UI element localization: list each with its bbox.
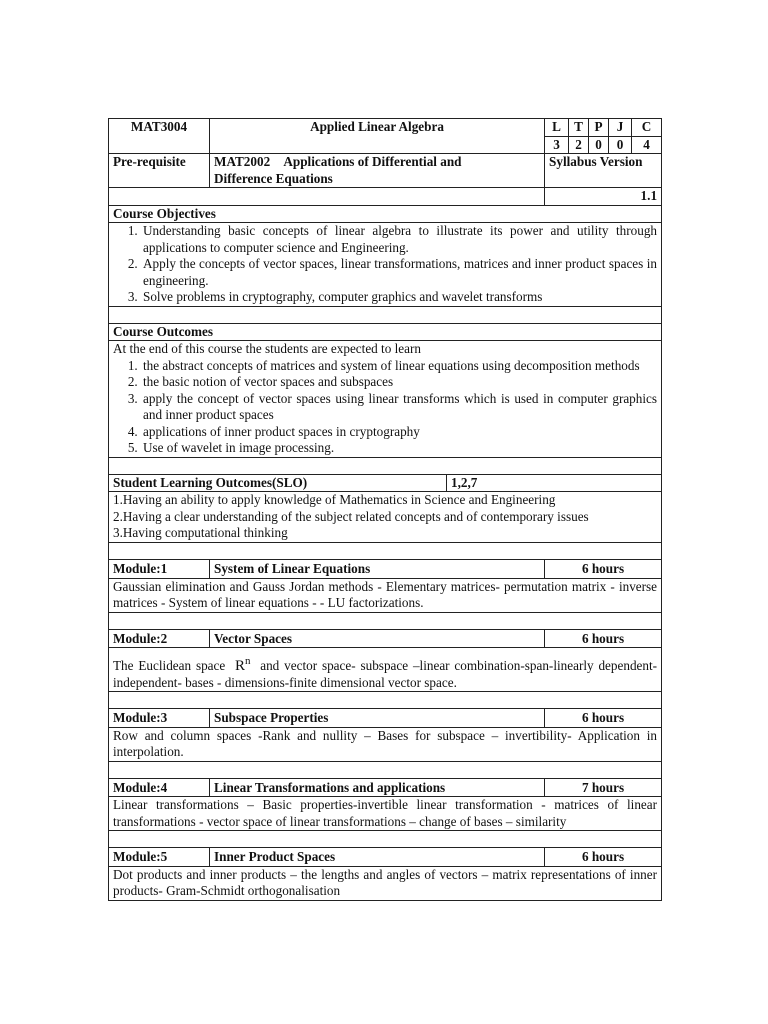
outcome-item: 4. applications of inner product spaces in cryptography [141,424,657,441]
module-2-header-row [109,629,662,648]
module-5-content: Dot products and inner products – the lengths and angles of vectors – matrix representations of inner products- Gram-Schmidt orthogonalisation [109,866,662,900]
module-2-hours: 6 hours [545,629,662,648]
module-3-content: Row and column spaces -Rank and nullity – Bases for subspace – invertibility- Application in interpolation. [109,727,662,761]
outcome-item: 5. Use of wavelet in image processing. [141,440,657,457]
objectives-heading: Course Objectives [109,205,662,223]
outcomes-heading: Course Outcomes [109,323,662,341]
objective-item: 1. Understanding basic concepts of linear algebra to illustrate its power and utility through applications to computer science and Engineering. [141,223,657,256]
prerequisite-label: Pre-requisite [109,154,210,188]
module-1-content: Gaussian elimination and Gauss Jordan methods - Elementary matrices- permutation matrix - inverse matrices - System of linear equations - - LU factorizations. [109,578,662,612]
module-2-content [109,648,662,692]
module-3-title: Subspace Properties [210,709,545,728]
spacer-cell [109,612,662,629]
module-2-content-row [109,648,662,692]
module-5-content-row [109,866,662,900]
outcome-item: 1. the abstract concepts of matrices and system of linear equations using decomposition methods [141,358,657,375]
spacer-row [109,457,662,474]
prerequisite-title-line1: Applications of Differential and [283,154,462,169]
module-4-label: Module:4 [109,778,210,797]
spacer-cell [109,761,662,778]
spacer-row [109,543,662,560]
slo-lines-row [109,492,662,543]
module-4-content-row [109,797,662,831]
module-2-content-pre: The Euclidean space [113,658,226,673]
slo-line: 2.Having a clear understanding of the subject related concepts and of contemporary issues [113,508,589,524]
outcomes-list [113,358,657,457]
syllabus-sheet [108,118,661,901]
ltpjc-header-j: J [609,119,632,137]
course-code: MAT3004 [109,119,210,154]
syllabus-table [108,118,662,901]
euclidean-space-exponent: n [245,655,251,667]
module-5-title: Inner Product Spaces [210,848,545,867]
module-4-hours: 7 hours [545,778,662,797]
module-1-header-row [109,560,662,579]
slo-lines-cell [109,492,662,543]
slo-value: 1,2,7 [447,474,662,492]
ltpjc-header-t: T [569,119,589,137]
spacer-row [109,831,662,848]
slo-line: 3.Having computational thinking [113,525,288,540]
outcomes-list-row [109,341,662,458]
ltpjc-header-p: P [589,119,609,137]
objective-item: 3. Solve problems in cryptography, computer graphics and wavelet transforms [141,289,657,306]
syllabus-version-row [109,188,662,206]
outcome-item: 3. apply the concept of vector spaces using linear transforms which is used in computer graphics and inner product spaces [141,391,657,424]
course-header-row [109,119,662,137]
module-3-header-row [109,709,662,728]
module-1-title: System of Linear Equations [210,560,545,579]
module-4-title: Linear Transformations and applications [210,778,545,797]
ltpjc-header-l: L [545,119,569,137]
objective-item: 2. Apply the concepts of vector spaces, linear transformations, matrices and inner product spaces in engineering. [141,256,657,289]
spacer-cell [109,306,662,323]
euclidean-space-symbol: R [234,658,245,674]
ltpjc-value-l: 3 [545,136,569,154]
ltpjc-value-p: 0 [589,136,609,154]
objectives-list [113,223,657,306]
spacer-row [109,306,662,323]
course-title: Applied Linear Algebra [210,119,545,154]
outcome-item: 2. the basic notion of vector spaces and subspaces [141,374,657,391]
syllabus-version-label: Syllabus Version [545,154,662,188]
module-4-content: Linear transformations – Basic properties-invertible linear transformation - matrices of linear transformations - vector space of linear transformations – change of bases – similarity [109,797,662,831]
syllabus-version-value: 1.1 [545,188,662,206]
prerequisite-code: MAT2002 [214,154,271,169]
ltpjc-header-c: C [632,119,662,137]
prerequisite-row [109,154,662,188]
objectives-list-row [109,223,662,307]
module-2-label: Module:2 [109,629,210,648]
slo-line: 1.Having an ability to apply knowledge of Mathematics in Science and Engineering [113,492,556,507]
module-3-label: Module:3 [109,709,210,728]
module-2-title: Vector Spaces [210,629,545,648]
outcomes-cell [109,341,662,458]
module-1-content-row [109,578,662,612]
slo-heading-row [109,474,662,492]
module-3-hours: 6 hours [545,709,662,728]
module-5-header-row [109,848,662,867]
ltpjc-value-j: 0 [609,136,632,154]
module-5-label: Module:5 [109,848,210,867]
objectives-heading-row [109,205,662,223]
prerequisite-value [210,154,545,188]
outcomes-intro: At the end of this course the students are expected to learn [113,341,421,356]
module-1-hours: 6 hours [545,560,662,579]
module-3-content-row [109,727,662,761]
ltpjc-value-t: 2 [569,136,589,154]
spacer-cell [109,692,662,709]
module-5-hours: 6 hours [545,848,662,867]
empty-cell [109,188,545,206]
slo-heading: Student Learning Outcomes(SLO) [109,474,447,492]
spacer-cell [109,543,662,560]
outcomes-heading-row [109,323,662,341]
spacer-row [109,692,662,709]
prerequisite-title-line2: Difference Equations [214,170,333,186]
spacer-cell [109,457,662,474]
module-4-header-row [109,778,662,797]
module-1-label: Module:1 [109,560,210,579]
spacer-row [109,612,662,629]
ltpjc-value-c: 4 [632,136,662,154]
objectives-cell [109,223,662,307]
module-2-content-post: and vector space- subspace –linear combination-span-linearly dependent-independent- bases - dimensions-finite dimensional vector space. [113,658,658,690]
spacer-cell [109,831,662,848]
spacer-row [109,761,662,778]
